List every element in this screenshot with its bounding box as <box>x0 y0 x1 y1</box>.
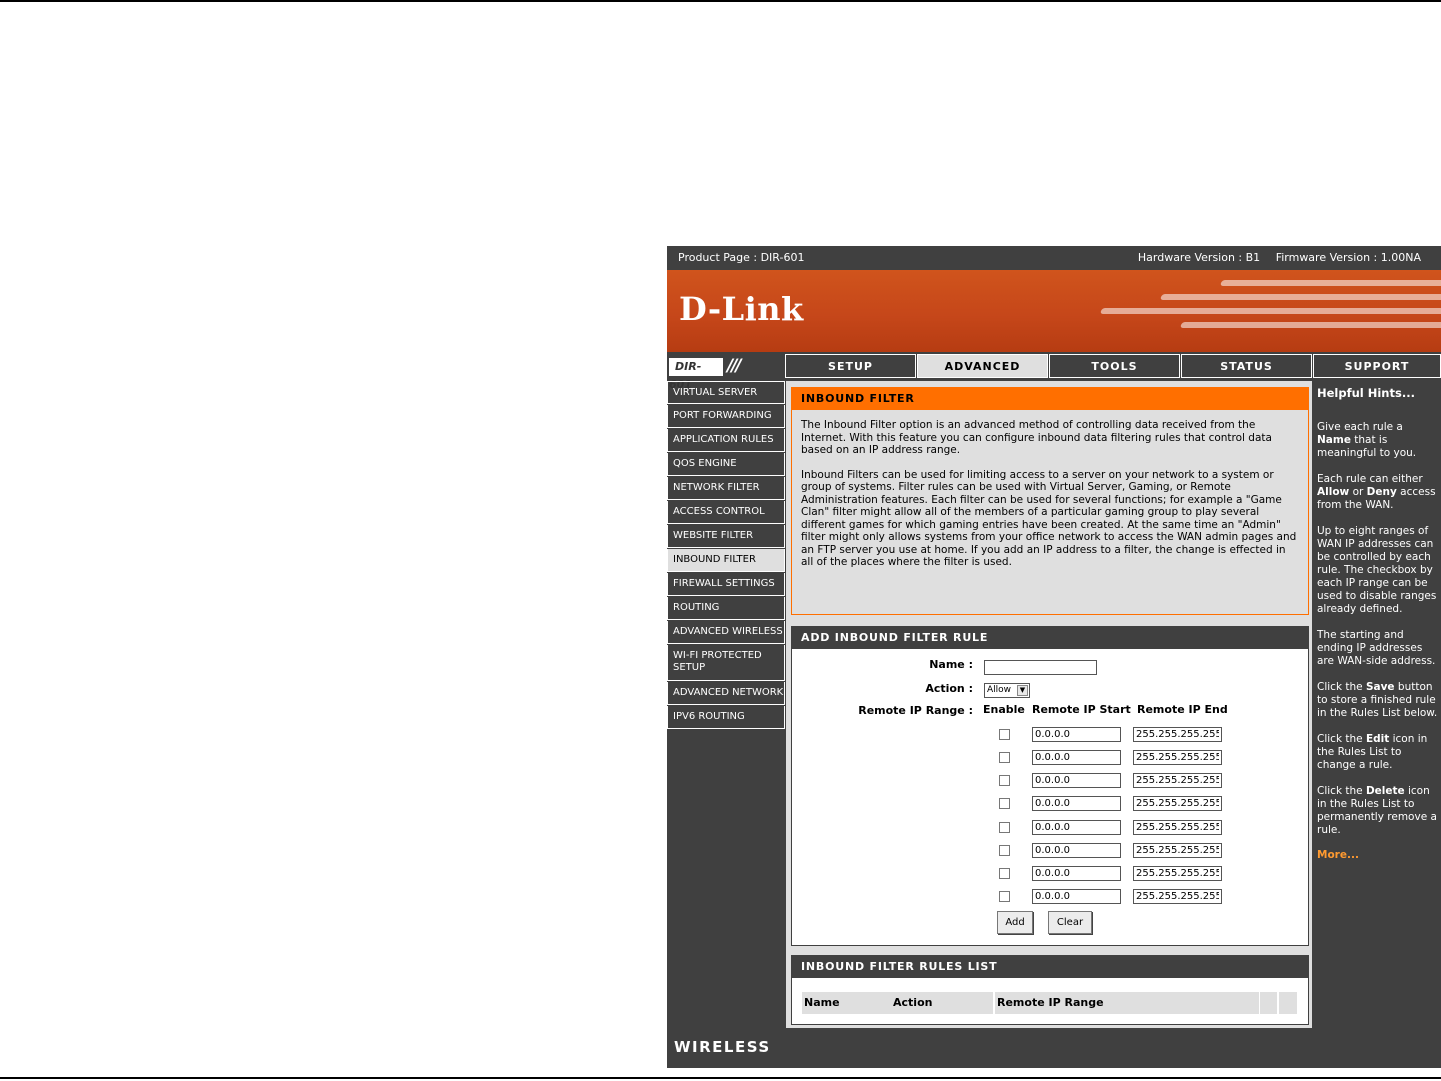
hint-save: Click the Save button to store a finished rule in the Rules List below. <box>1317 681 1438 719</box>
wireless-footer-logo: WIRELESS <box>674 1038 771 1056</box>
remote-ip-start-input[interactable] <box>1032 820 1121 835</box>
sidebar-item-application-rules[interactable]: APPLICATION RULES <box>667 429 785 452</box>
brand-banner <box>667 270 1441 352</box>
rule-name-input[interactable] <box>984 660 1097 675</box>
remote-ip-start-input[interactable] <box>1032 866 1121 881</box>
add-button[interactable]: Add <box>997 911 1033 934</box>
sidebar-item-network-filter[interactable]: NETWORK FILTER <box>667 477 785 500</box>
banner-stripe <box>1160 294 1441 300</box>
col-delete-header <box>1279 992 1297 1014</box>
range-enable-checkbox[interactable] <box>999 775 1010 786</box>
sidebar-item-access-control[interactable]: ACCESS CONTROL <box>667 501 785 524</box>
page-top-rule <box>0 0 1441 2</box>
range-enable-checkbox[interactable] <box>999 868 1010 879</box>
range-enable-checkbox[interactable] <box>999 891 1010 902</box>
add-rule-title: ADD INBOUND FILTER RULE <box>792 627 1308 649</box>
model-badge <box>667 354 784 391</box>
sidebar-item-port-forwarding[interactable]: PORT FORWARDING <box>667 405 785 428</box>
col-name-header: Name <box>802 992 892 1014</box>
remote-ip-end-input[interactable] <box>1133 820 1222 835</box>
info-paragraph: The Inbound Filter option is an advanced method of controlling data received from the Internet. With this feature you can configure inbound data filtering rules that control data based on an IP address range. <box>801 419 1272 456</box>
hardware-version: Hardware Version : B1 <box>1137 251 1261 264</box>
action-select[interactable] <box>984 683 1030 698</box>
remote-ip-end-input[interactable] <box>1133 750 1222 765</box>
range-enable-checkbox[interactable] <box>999 729 1010 740</box>
banner-stripe <box>1180 322 1441 328</box>
sidebar-item-ipv6-routing[interactable]: IPV6 ROUTING <box>667 706 785 729</box>
remote-ip-end-input[interactable] <box>1133 727 1222 742</box>
main-content <box>786 381 1312 1028</box>
info-paragraph: Inbound Filters can be used for limiting access to a server on your network to a system or group of systems. Filter rules can be used with Virtual Server, Gaming, or Remote Administration features. Each filter can be used for several functions; for example a "Game Clan" filter might allow all of the members of a particular gaming group to play several different games for which gaming entries have been created. At the same time an "Admin" filter might only allows systems from your office network to access the WAN admin pages and an FTP server you use at home. If you add an IP address to a filter, the change is effected in all of the places where the filter is used. <box>801 468 1297 568</box>
sidebar-item-advanced-wireless[interactable]: ADVANCED WIRELESS <box>667 621 785 644</box>
hint-ranges: Up to eight ranges of WAN IP addresses can be controlled by each rule. The checkbox by each IP range can be used to disable ranges already defined. <box>1317 525 1437 615</box>
sidebar-item-wifi-protected-setup[interactable]: WI-FI PROTECTED SETUP <box>667 645 785 681</box>
more-hints-link[interactable]: More... <box>1317 849 1359 861</box>
remote-ip-end-input[interactable] <box>1133 866 1222 881</box>
enable-column-header: Enable <box>983 703 1025 716</box>
end-column-header: Remote IP End <box>1137 703 1228 716</box>
model-name: DIR-601 <box>669 358 723 376</box>
tab-tools[interactable]: TOOLS <box>1049 354 1180 378</box>
hint-allow-deny: Each rule can either Allow or Deny access from the WAN. <box>1317 473 1436 511</box>
start-column-header: Remote IP Start <box>1032 703 1131 716</box>
remote-ip-start-input[interactable] <box>1032 843 1121 858</box>
sidebar-item-advanced-network[interactable]: ADVANCED NETWORK <box>667 682 785 705</box>
footer-bar <box>667 1028 1441 1068</box>
hint-edit: Click the Edit icon in the Rules List to change a rule. <box>1317 733 1428 771</box>
tab-setup[interactable]: SETUP <box>785 354 916 378</box>
remote-ip-end-input[interactable] <box>1133 773 1222 788</box>
remote-ip-start-input[interactable] <box>1032 727 1121 742</box>
range-enable-checkbox[interactable] <box>999 798 1010 809</box>
remote-ip-start-input[interactable] <box>1032 889 1121 904</box>
chevron-down-icon: ▼ <box>1017 685 1028 696</box>
tab-advanced[interactable]: ADVANCED <box>917 354 1048 378</box>
remote-ip-start-input[interactable] <box>1032 796 1121 811</box>
hint-name: Give each rule a Name that is meaningful to you. <box>1317 421 1417 459</box>
range-enable-checkbox[interactable] <box>999 822 1010 833</box>
hint-addresses: The starting and ending IP addresses are WAN-side address. <box>1317 629 1436 667</box>
name-label: Name : <box>929 658 973 671</box>
banner-stripe <box>1100 308 1441 314</box>
remote-ip-start-input[interactable] <box>1032 773 1121 788</box>
action-label: Action : <box>925 682 973 695</box>
sidebar-item-qos-engine[interactable]: QOS ENGINE <box>667 453 785 476</box>
hints-title: Helpful Hints... <box>1317 386 1415 400</box>
rules-list-title: INBOUND FILTER RULES LIST <box>792 956 1308 978</box>
remote-ip-end-input[interactable] <box>1133 796 1222 811</box>
remote-ip-range-label: Remote IP Range : <box>858 704 973 717</box>
col-action-header: Action <box>892 992 993 1014</box>
range-enable-checkbox[interactable] <box>999 752 1010 763</box>
model-slashes-icon: /// <box>727 356 740 376</box>
version-info <box>1138 246 1421 270</box>
product-page-label: Product Page : DIR-601 <box>678 251 805 264</box>
version-bar <box>667 246 1441 270</box>
tab-status[interactable]: STATUS <box>1181 354 1312 378</box>
remote-ip-end-input[interactable] <box>1133 889 1222 904</box>
range-enable-checkbox[interactable] <box>999 845 1010 856</box>
rules-list-section <box>791 955 1309 1025</box>
hint-delete: Click the Delete icon in the Rules List to permanently remove a rule. <box>1317 785 1437 836</box>
remote-ip-start-input[interactable] <box>1032 750 1121 765</box>
inbound-filter-info <box>791 387 1309 615</box>
sidebar-item-firewall-settings[interactable]: FIREWALL SETTINGS <box>667 573 785 596</box>
page-bottom-rule <box>0 1077 1441 1079</box>
add-rule-section <box>791 626 1309 946</box>
sidebar-item-website-filter[interactable]: WEBSITE FILTER <box>667 525 785 548</box>
clear-button[interactable]: Clear <box>1048 911 1092 934</box>
sidebar <box>667 381 785 730</box>
col-range-header: Remote IP Range <box>995 992 1259 1014</box>
page-title: INBOUND FILTER <box>792 388 1308 410</box>
sidebar-item-virtual-server[interactable]: VIRTUAL SERVER <box>667 381 785 404</box>
sidebar-item-inbound-filter[interactable]: INBOUND FILTER <box>667 549 785 572</box>
tab-support[interactable]: SUPPORT <box>1313 354 1441 378</box>
info-text <box>792 410 1308 569</box>
helpful-hints <box>1313 381 1441 1028</box>
action-selected-value: Allow <box>987 685 1012 695</box>
firmware-version: Firmware Version : 1.00NA <box>1275 251 1421 264</box>
dlink-logo: D-Link <box>679 290 804 328</box>
sidebar-item-routing[interactable]: ROUTING <box>667 597 785 620</box>
router-admin-ui <box>667 246 1441 1068</box>
remote-ip-end-input[interactable] <box>1133 843 1222 858</box>
col-edit-header <box>1260 992 1277 1014</box>
top-nav <box>667 354 1441 391</box>
banner-stripe <box>1220 280 1441 286</box>
